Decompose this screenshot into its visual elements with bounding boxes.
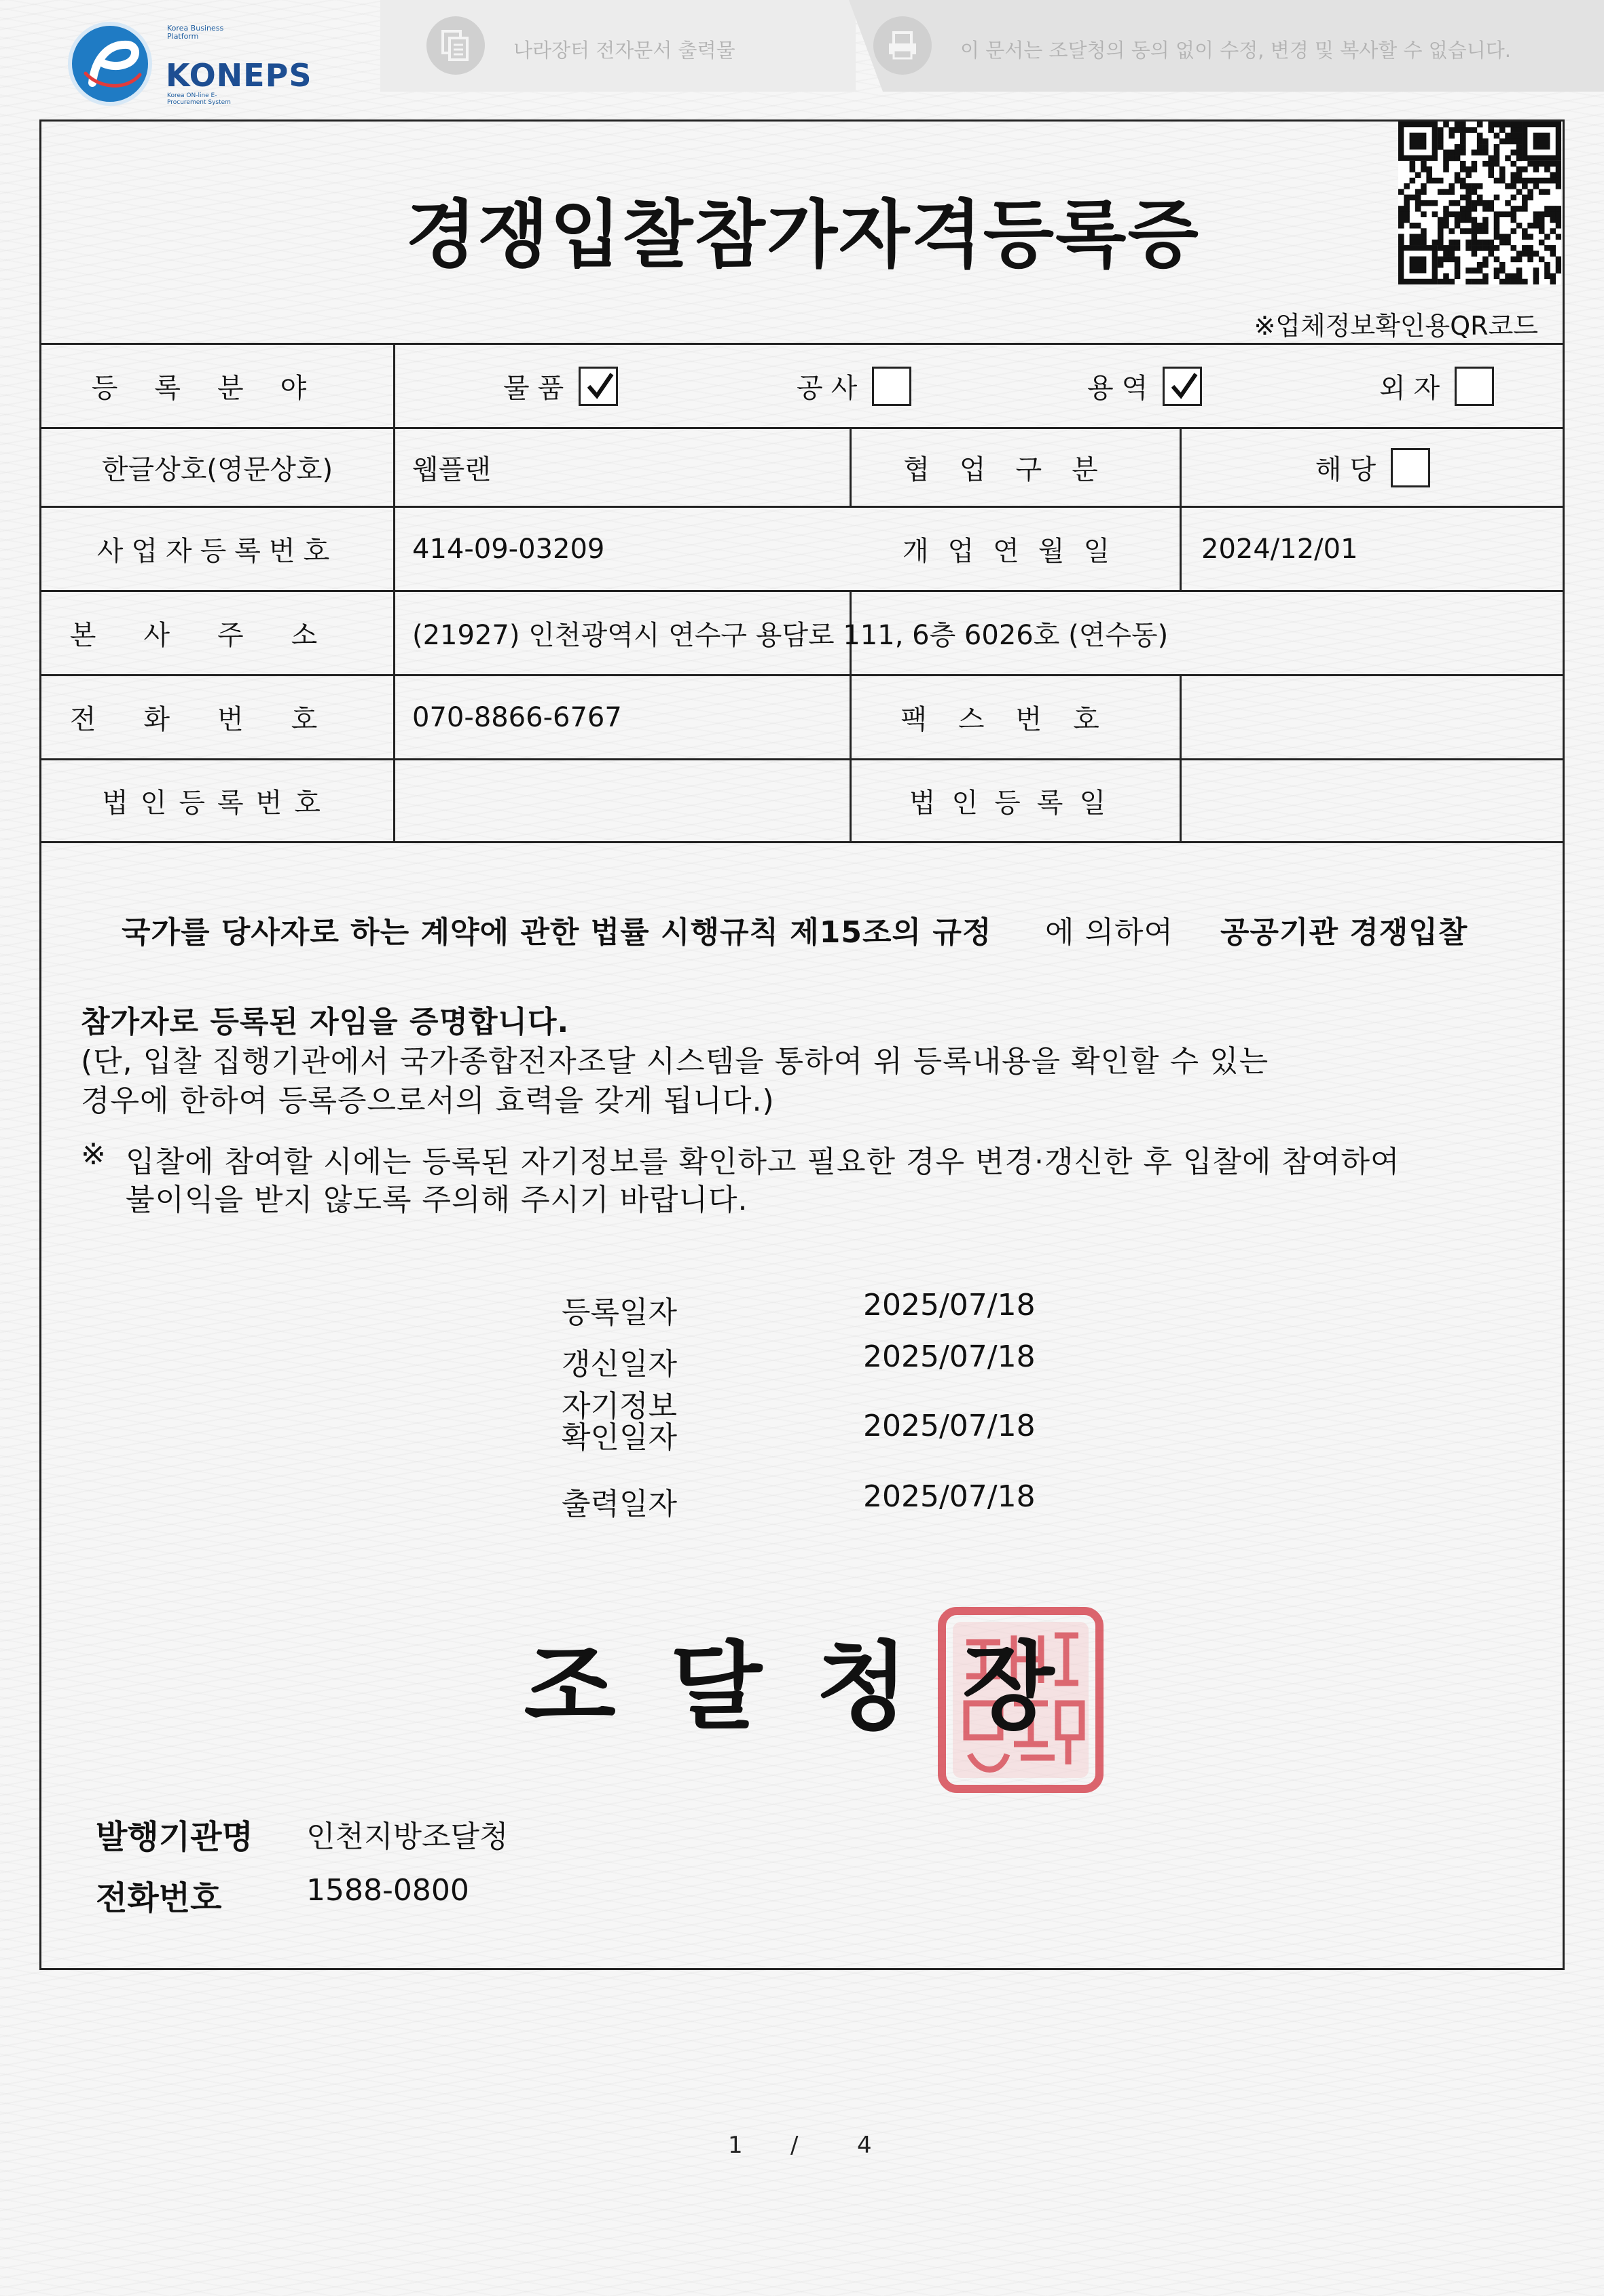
field-option-foreign: 외자 <box>1379 345 1494 427</box>
statement-law-reference: 국가를 당사자로 하는 계약에 관한 법률 시행규칙 제15조의 규정 <box>122 915 992 950</box>
phone-value: 070-8866-6767 <box>412 701 622 733</box>
construction-checkbox <box>872 367 911 406</box>
coop-checkbox <box>1391 448 1430 487</box>
statement-condition-line1: (단, 입찰 집행기관에서 국가종합전자조달 시스템을 통하여 위 등록내용을 확인할 수 있는 <box>81 1044 1269 1079</box>
qr-caption: ※업체정보확인용QR코드 <box>1254 311 1538 341</box>
logo-wordmark: KONEPS <box>166 57 312 94</box>
registration-date-value: 2025/07/18 <box>863 1288 1036 1322</box>
issuing-office-label: 발행기관명 <box>96 1818 253 1856</box>
self-check-date-label: 자기정보 확인일자 <box>562 1389 678 1455</box>
print-date-value: 2025/07/18 <box>863 1479 1036 1514</box>
issuer-phone-label: 전화번호 <box>96 1879 222 1917</box>
document-header <box>0 0 1604 106</box>
address-value: (21927) 인천광역시 연수구 용담로 111, 6층 6026호 (연수동) <box>412 620 1169 651</box>
qr-code-icon <box>1398 122 1561 284</box>
business-number-label: 사업자등록번호 <box>96 536 338 567</box>
company-name-label: 한글상호(영문상호) <box>101 454 333 485</box>
business-number-value: 414-09-03209 <box>412 533 605 565</box>
field-option-goods: 물품 <box>503 345 618 427</box>
issuing-office-value: 인천지방조달청 <box>306 1819 509 1854</box>
open-date-value: 2024/12/01 <box>1201 533 1358 565</box>
renewal-date-value: 2025/07/18 <box>863 1339 1036 1374</box>
issuer-name: 조달청장 <box>524 1632 1109 1743</box>
print-date-label: 출력일자 <box>562 1487 678 1521</box>
field-option-construction: 공사 <box>797 345 911 427</box>
issuer-phone-value: 1588-0800 <box>306 1873 469 1908</box>
logo-sub-text: Korea ON-line E-Procurement System <box>167 92 231 106</box>
field-option-service: 용역 <box>1087 345 1202 427</box>
printer-icon <box>873 16 932 75</box>
goods-checkbox <box>579 367 618 406</box>
check-mark-icon <box>1167 370 1200 403</box>
statement-bid-type: 공공기관 경쟁입찰 <box>1220 915 1468 950</box>
certificate-frame <box>39 119 1565 1970</box>
phone-label: 전화번호 <box>69 704 365 735</box>
statement-condition-line2: 경우에 한하여 등록증으로서의 효력을 갖게 됩니다.) <box>81 1084 775 1118</box>
self-check-date-value: 2025/07/18 <box>863 1409 1036 1443</box>
corp-date-label: 법인등록일 <box>909 788 1123 819</box>
note-line1: 입찰에 참여할 시에는 등록된 자기정보를 확인하고 필요한 경우 변경·갱신한 후 입찰에 참여하여 <box>126 1145 1400 1179</box>
coop-label: 협업구분 <box>903 454 1128 485</box>
page-current: 1 <box>728 2132 743 2159</box>
renewal-date-label: 갱신일자 <box>562 1347 678 1382</box>
registration-date-label: 등록일자 <box>562 1295 678 1330</box>
page-separator: / <box>790 2132 799 2159</box>
logo-small-text: Korea Business Platform <box>167 24 224 41</box>
coop-option: 해당 <box>1182 429 1564 506</box>
document-title: 경쟁입찰참가자격등록증 <box>405 193 1200 278</box>
note-line2: 불이익을 받지 않도록 주의해 주시기 바랍니다. <box>126 1183 748 1217</box>
foreign-checkbox <box>1455 367 1494 406</box>
fax-label: 팩스번호 <box>900 704 1131 735</box>
statement-certify: 참가자로 등록된 자임을 증명합니다. <box>81 1005 570 1039</box>
corp-number-label: 법인등록번호 <box>102 788 333 819</box>
print-label: 나라장터 전자문서 출력물 <box>513 39 735 62</box>
service-checkbox <box>1163 367 1202 406</box>
company-name-value: 웹플랜 <box>412 454 491 485</box>
page-total: 4 <box>857 2132 872 2159</box>
check-mark-icon <box>583 370 616 403</box>
koneps-logo-icon <box>68 22 152 106</box>
document-copy-icon <box>426 16 485 75</box>
field-label: 등록분야 <box>91 373 344 404</box>
statement-connector: 에 의하여 <box>1045 915 1174 950</box>
note-mark: ※ <box>81 1137 107 1172</box>
address-label: 본사주소 <box>69 620 365 651</box>
open-date-label: 개업연월일 <box>902 536 1129 567</box>
copy-notice: 이 문서는 조달청의 동의 없이 수정, 변경 및 복사할 수 없습니다. <box>960 39 1511 62</box>
